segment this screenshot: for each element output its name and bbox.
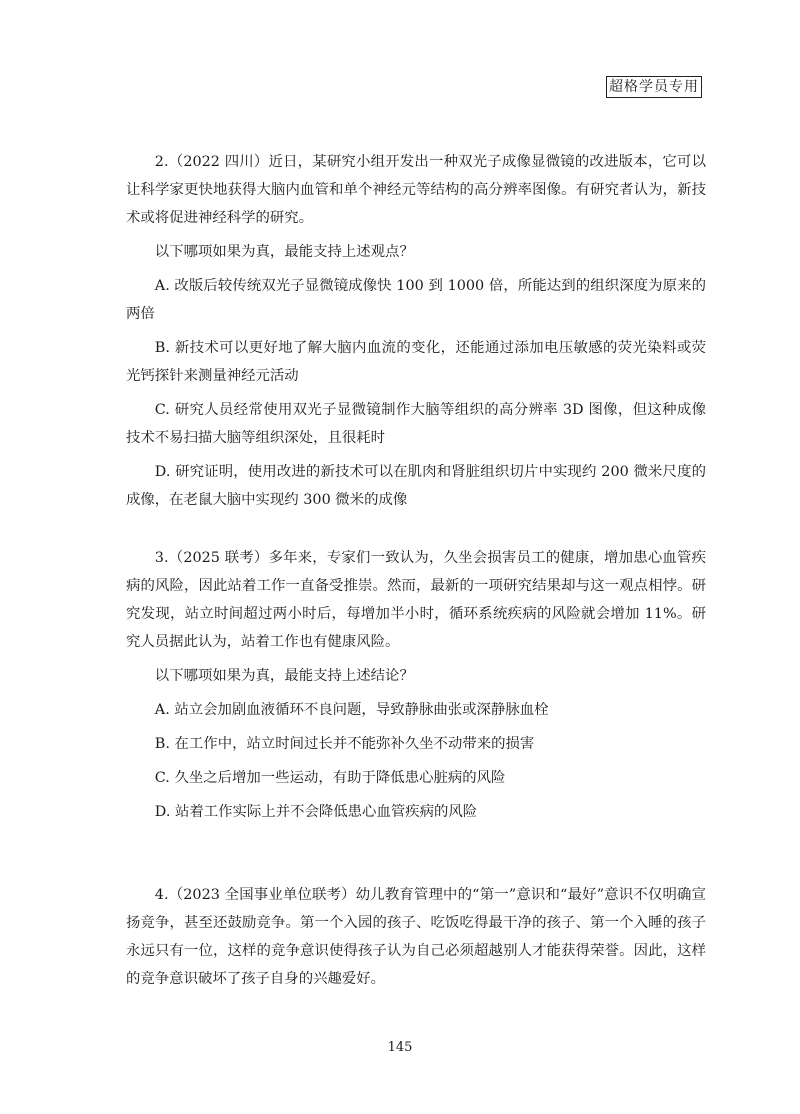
option-b: B. 在工作中，站立时间过长并不能弥补久坐不动带来的损害 bbox=[154, 736, 535, 752]
option-a: A. 站立会加剧血液循环不良问题，导致静脉曲张或深静脉血栓 bbox=[154, 702, 549, 718]
question-4 bbox=[126, 881, 706, 993]
option-b: B. 新技术可以更好地了解大脑内血流的变化，还能通过添加电压敏感的荧光染料或荧光钙探针来测量神经元活动 bbox=[126, 340, 706, 384]
student-only-badge: 超格学员专用 bbox=[606, 76, 702, 98]
question-prompt: 以下哪项如果为真，最能支持上述观点？ bbox=[154, 244, 414, 260]
option-d: D. 研究证明，使用改进的新技术可以在肌肉和肾脏组织切片中实现约 200 微米尺度的成像，在老鼠大脑中实现约 300 微米的成像 bbox=[126, 464, 706, 508]
question-stem: 2.（2022 四川）近日，某研究小组开发出一种双光子成像显微镜的改进版本，它可以让科学家更快地获得大脑内血管和单个神经元等结构的高分辨率图像。有研究者认为，新技术或将促进神经科学的研究。 bbox=[126, 154, 706, 226]
page-number: 145 bbox=[387, 1040, 413, 1055]
question-stem: 4.（2023 全国事业单位联考）幼儿教育管理中的“第一”意识和“最好”意识不仅明确宣扬竞争，甚至还鼓励竞争。第一个入园的孩子、吃饭吃得最干净的孩子、第一个入睡的孩子永远只有一位，这样的竞争意识使得孩子认为自己必须超越别人才能获得荣誉。因此，这样的竞争意识破坏了孩子自身的兴趣爱好。 bbox=[126, 887, 706, 987]
question-prompt: 以下哪项如果为真，最能支持上述结论？ bbox=[154, 668, 414, 684]
question-2 bbox=[126, 148, 706, 514]
option-c: C. 久坐之后增加一些运动，有助于降低患心脏病的风险 bbox=[154, 770, 506, 786]
question-stem: 3.（2025 联考）多年来，专家们一致认为，久坐会损害员工的健康，增加患心血管疾病的风险，因此站着工作一直备受推崇。然而，最新的一项研究结果却与这一观点相悖。研究发现，站立时间超过两小时后，每增加半小时，循环系统疾病的风险就会增加 11%。研究人员据此认为，站着工作也有健康风险。 bbox=[126, 550, 706, 650]
option-d: D. 站着工作实际上并不会降低患心血管疾病的风险 bbox=[154, 804, 478, 820]
question-3 bbox=[126, 544, 706, 826]
option-a: A. 改版后较传统双光子显微镜成像快 100 到 1000 倍，所能达到的组织深度为原来的两倍 bbox=[126, 278, 706, 322]
option-c: C. 研究人员经常使用双光子显微镜制作大脑等组织的高分辨率 3D 图像，但这种成像技术不易扫描大脑等组织深处，且很耗时 bbox=[126, 402, 706, 446]
